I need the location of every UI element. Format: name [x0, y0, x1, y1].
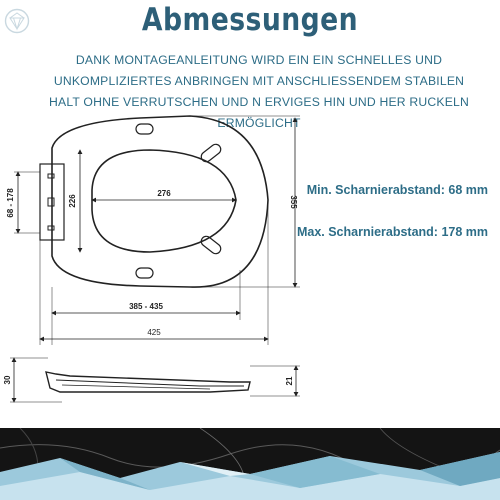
min-hinge-distance: Min. Scharnierabstand: 68 mm [306, 183, 488, 197]
seat-opening [92, 150, 236, 252]
page-title: Abmessungen [141, 2, 359, 38]
dim-mount-range: 385 - 435 [129, 302, 163, 311]
dim-seat-thickness: 21 [285, 376, 294, 386]
dim-inner-height: 226 [68, 194, 77, 208]
marble-decoration [0, 428, 500, 500]
max-hinge-distance: Max. Scharnierabstand: 178 mm [296, 225, 488, 239]
dim-hinge-range: 68 - 178 [6, 188, 15, 218]
side-view-seat [46, 372, 250, 392]
dim-total-length: 425 [147, 328, 161, 337]
dim-side-height: 30 [3, 375, 12, 385]
description-text: DANK MONTAGEANLEITUNG WIRD EIN EIN SCHNELLES UND UNKOMPLIZIERTES ANBRINGEN MIT ANSCHLIESSENDEM STABILEN HALT OHNE VERRUTSCHEN UND N ERVIGES HIN UND HER RUCKELN ERMÖGLICHT [48, 53, 470, 130]
dim-inner-width: 276 [157, 189, 171, 198]
dim-total-height: 355 [289, 195, 298, 209]
